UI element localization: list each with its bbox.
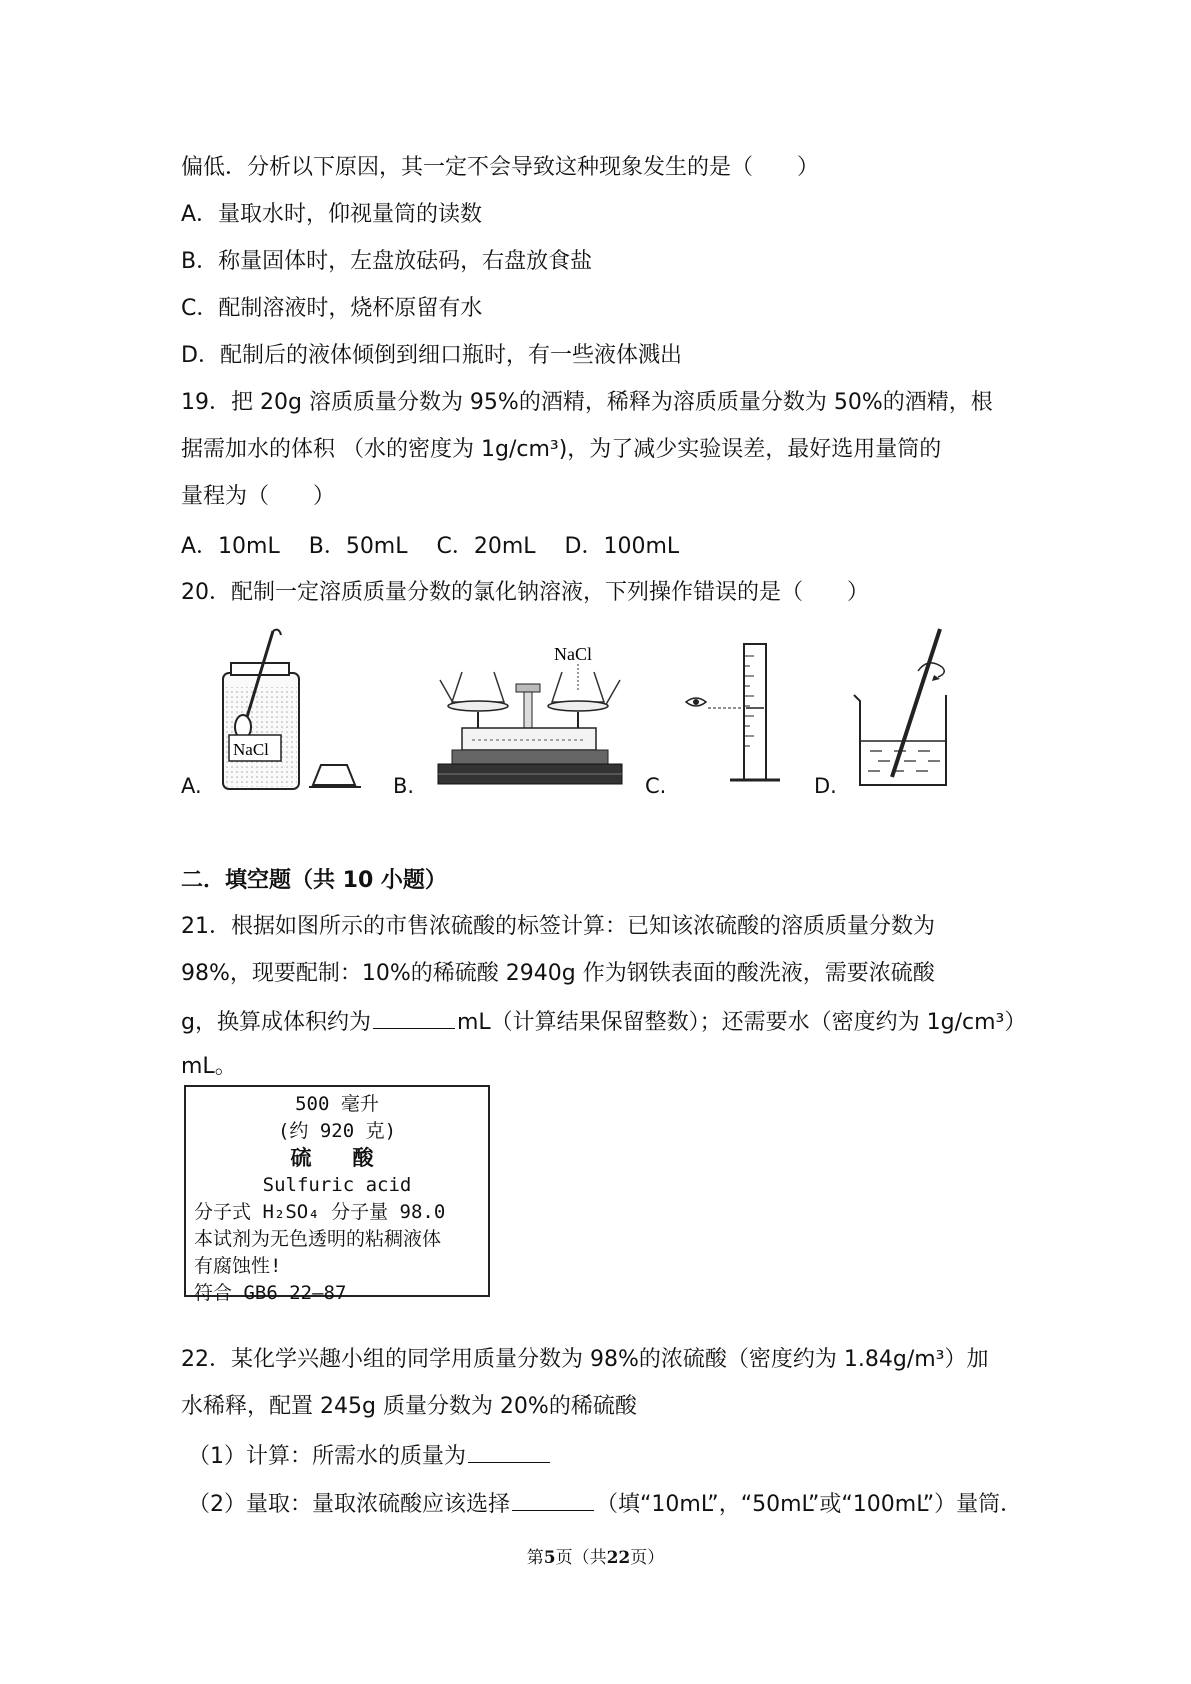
footer-page-number: 5 (543, 1548, 556, 1568)
label-volume: 500 毫升 (295, 1093, 379, 1115)
q18-option-b: B．称量固体时，左盘放砝码，右盘放食盐 (181, 249, 593, 274)
figure-b-nacl-label: NaCl (554, 644, 592, 664)
q20-stem: 20．配制一定溶质质量分数的氯化钠溶液，下列操作错误的是（ ） (181, 580, 869, 605)
sulfuric-acid-label (184, 1085, 490, 1304)
q21-volume-blank[interactable] (373, 1006, 455, 1029)
q21-line-1: 21．根据如图所示的市售浓硫酸的标签计算：已知该浓硫酸的溶质质量分数为 (181, 914, 935, 939)
label-standard: 符合 GB6 22—87 (194, 1282, 347, 1304)
footer-suffix: 页） (630, 1548, 665, 1568)
label-name-en: Sulfuric acid (262, 1174, 412, 1196)
q22-sub-2 (188, 1488, 1022, 1520)
q19-options: A．10mL B．50mL C．20mL D．100mL (181, 534, 680, 559)
q22-sub-2-b: （填“10mL”，“50mL”或“100mL”）量筒． (596, 1492, 1023, 1517)
page-footer (0, 1543, 1191, 1568)
q21-line-3-a: g，换算成体积约为 (181, 1010, 371, 1035)
label-formula: 分子式 H₂SO₄ 分子量 98.0 (194, 1201, 446, 1223)
figure-a-reagent-bottle (215, 625, 370, 795)
q21-line-3 (181, 1006, 1026, 1038)
figure-b-label: B. (393, 774, 415, 798)
figure-a-label: A. (181, 774, 202, 798)
q18-option-d: D．配制后的液体倾倒到细口瓶时，有一些液体溅出 (181, 343, 682, 368)
label-name-cn: 硫 酸 (290, 1146, 384, 1170)
label-mass: (约 920 克) (277, 1120, 397, 1142)
q22-sub-1 (188, 1440, 552, 1472)
footer-prefix: 第 (526, 1548, 544, 1568)
label-description: 本试剂为无色透明的粘稠液体 (194, 1228, 442, 1250)
figure-a-nacl-label: NaCl (233, 740, 269, 759)
figure-d-label: D. (814, 774, 837, 798)
q22-line-1: 22．某化学兴趣小组的同学用质量分数为 98%的浓硫酸（密度约为 1.84g/m³）加 (181, 1347, 989, 1372)
q18-option-a: A．量取水时，仰视量筒的读数 (181, 202, 483, 227)
label-warning: 有腐蚀性! (194, 1255, 282, 1277)
figure-d-beaker (848, 625, 963, 792)
q19-line-1: 19．把 20g 溶质质量分数为 95%的酒精，稀释为溶质质量分数为 50%的酒精，根 (181, 390, 993, 415)
figure-c-cylinder (680, 640, 790, 792)
footer-middle: 页（共 (555, 1548, 607, 1568)
q22-sub-1-text: （1）计算：所需水的质量为 (188, 1444, 466, 1469)
q21-line-3-b: mL（计算结果保留整数）；还需要水（密度约为 1g/cm³） (456, 1010, 1027, 1035)
figure-c-label: C. (645, 774, 667, 798)
q22-line-2: 水稀释，配置 245g 质量分数为 20%的稀硫酸 (181, 1394, 637, 1419)
figure-b-balance (432, 640, 632, 792)
footer-total-pages: 22 (606, 1548, 631, 1568)
q22-cylinder-blank[interactable] (512, 1488, 594, 1511)
q22-water-mass-blank[interactable] (468, 1440, 550, 1463)
q18-continuation: 偏低．分析以下原因，其一定不会导致这种现象发生的是（ ） (181, 155, 820, 180)
q19-line-3: 量程为（ ） (181, 484, 336, 509)
q22-sub-2-a: （2）量取：量取浓硫酸应该选择 (188, 1492, 510, 1517)
q21-line-2: 98%，现要配制：10%的稀硫酸 2940g 作为钢铁表面的酸洗液，需要浓硫酸 (181, 961, 935, 986)
q19-line-2: 据需加水的体积 （水的密度为 1g/cm³)，为了减少实验误差，最好选用量筒的 (181, 437, 942, 462)
q21-line-4: mL。 (181, 1054, 237, 1079)
q18-option-c: C．配制溶液时，烧杯原留有水 (181, 296, 483, 321)
section-title: 二．填空题（共 10 小题） (181, 868, 447, 893)
